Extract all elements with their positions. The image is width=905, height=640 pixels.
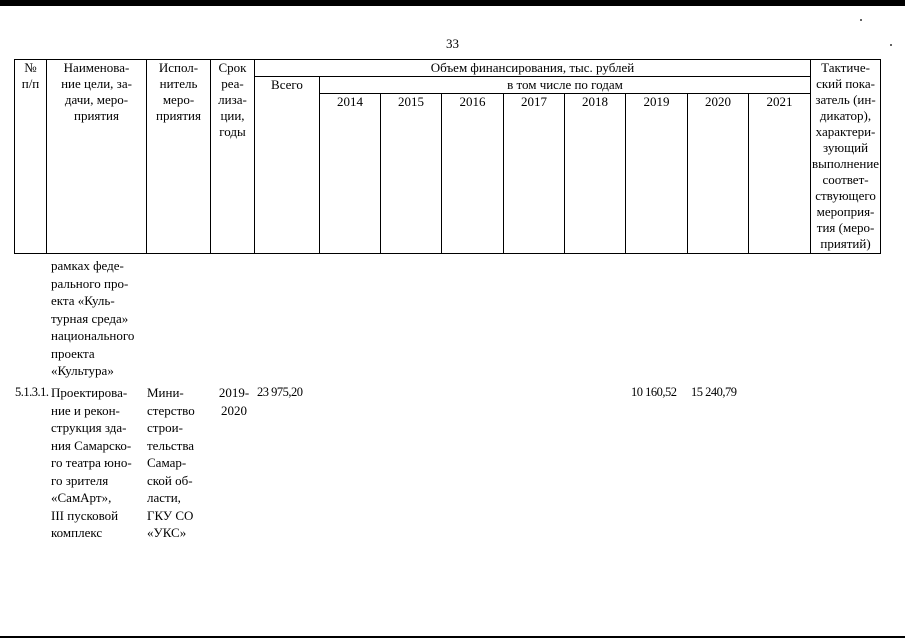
header-year-2019: 2019 [626,94,688,254]
header-year-2016: 2016 [442,94,504,254]
row-executor: Мини- стерство строи- тельства Самар- ской об- ласти, ГКУ СО «УКС» [147,385,195,540]
row-total: 23 975,20 [257,385,303,399]
header-by-years: в том числе по годам [320,77,811,94]
row-term: 2019- 2020 [218,385,250,418]
header-total: Всего [255,77,320,254]
row-number: 5.1.3.1. [15,385,49,399]
row-value-2019: 10 160,52 [631,385,677,399]
page-number: 33 [446,36,459,51]
row-name: Проектирова- ние и рекон- струкция зда- ния Самарско- го театра юно- го зрителя «СамАрт», III пусковой комплекс [51,385,132,540]
scan-speck [860,19,862,21]
header-indicator: Тактиче- ский пока- затель (ин- дикатор), характери- зующий выполнение соответ- ствующего мероприя- тия (меро- приятий) [811,60,881,254]
header-year-2020: 2020 [688,94,749,254]
header-funding: Объем финансирования, тыс. рублей [255,60,811,77]
header-executor: Испол- нитель меро- приятия [147,60,211,254]
continuation-text: рамках феде- рального про- екта «Куль- турная среда» национального проекта «Культура» [51,258,135,378]
header-year-2021: 2021 [749,94,811,254]
header-term: Срок реа- лиза- ции, годы [211,60,255,254]
scan-speck [890,44,892,46]
header-year-2017: 2017 [504,94,565,254]
header-year-2014: 2014 [320,94,381,254]
header-year-2018: 2018 [565,94,626,254]
header-name: Наименова- ние цели, за- дачи, меро- приятия [47,60,147,254]
top-border [0,0,905,6]
row-value-2020: 15 240,79 [691,385,737,399]
table-header [14,59,881,254]
header-year-2015: 2015 [381,94,442,254]
header-number: № п/п [15,60,47,254]
bottom-border [0,636,905,638]
